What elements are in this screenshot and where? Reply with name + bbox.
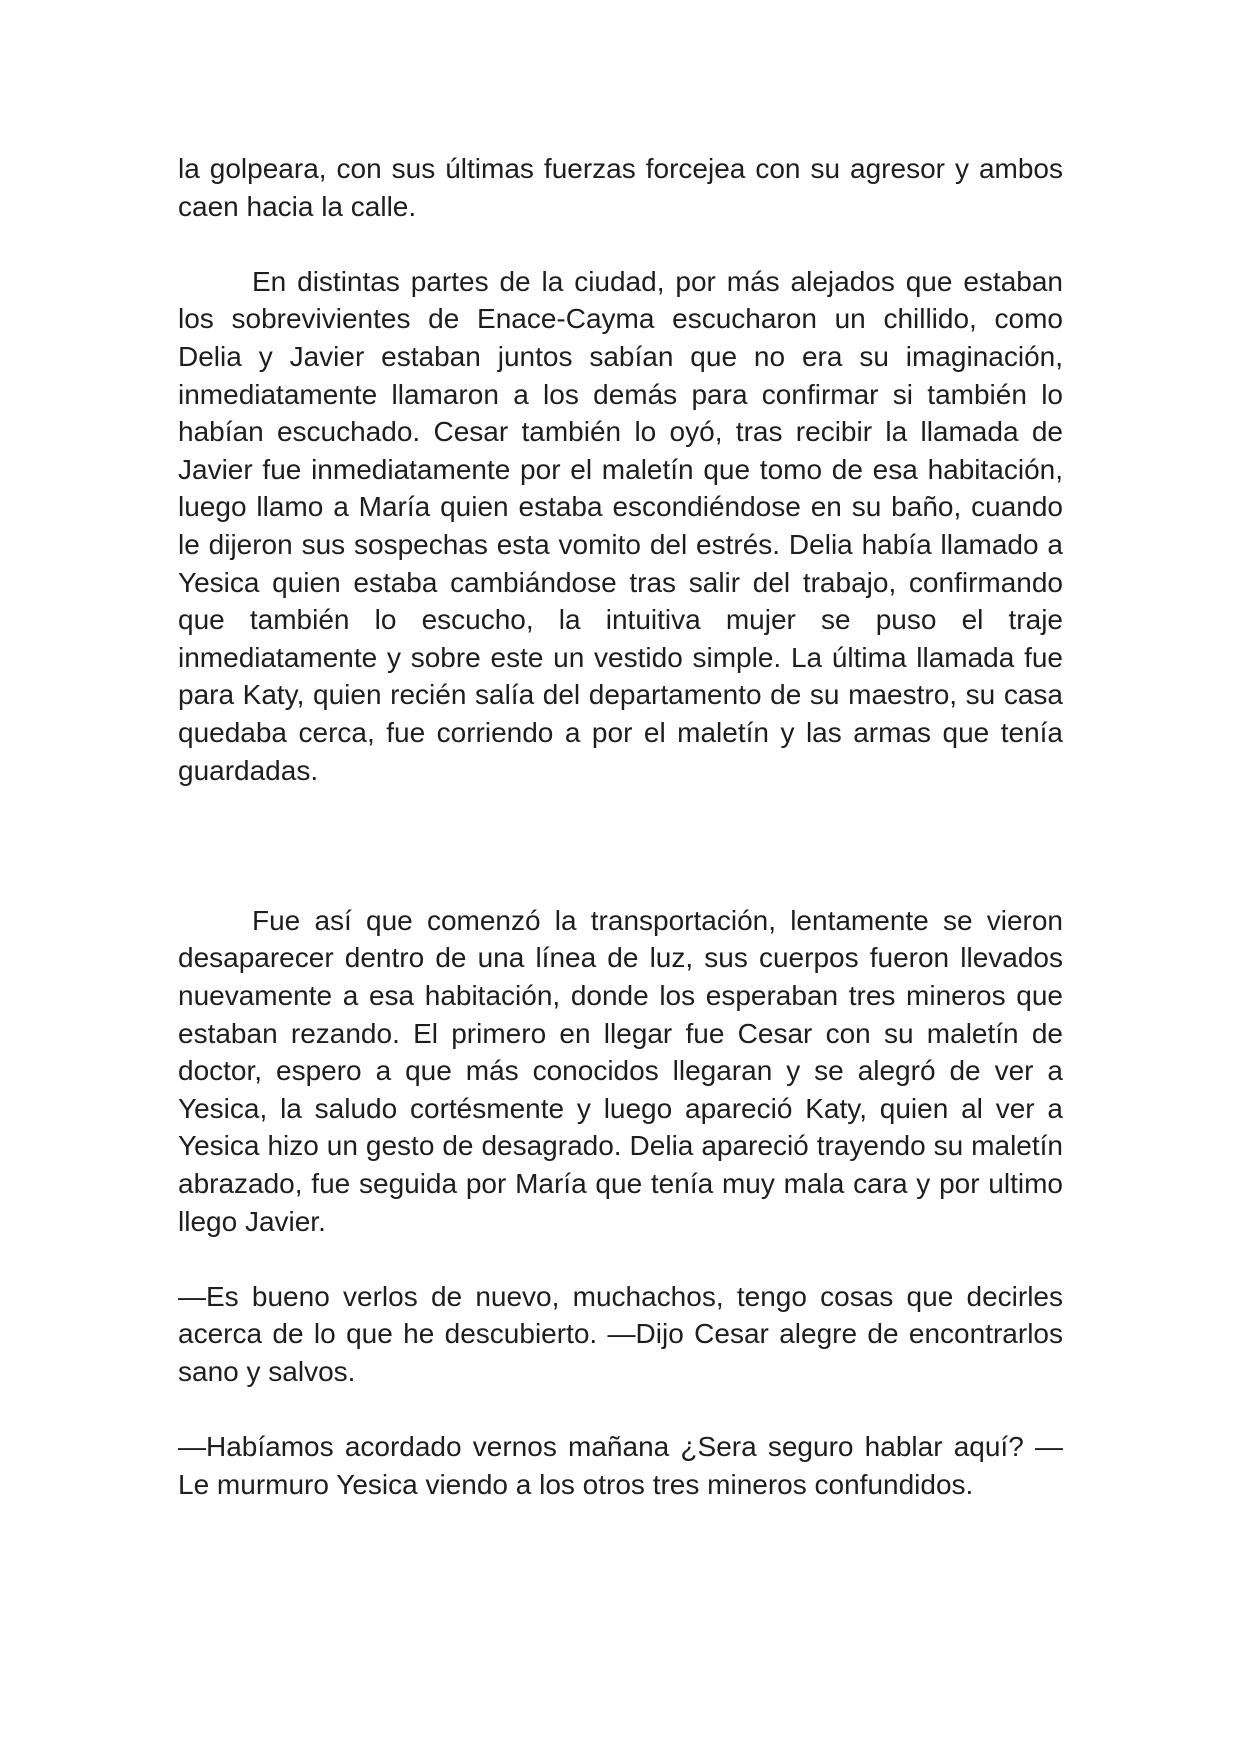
- paragraph-continuation: la golpeara, con sus últimas fuerzas forcejea con su agresor y ambos caen hacia la calle.: [178, 153, 1063, 222]
- body-text: [178, 150, 1063, 1503]
- dialogue-yesica: —Habíamos acordado vernos mañana ¿Sera seguro hablar aquí? —Le murmuro Yesica viendo a los otros tres mineros confundidos.: [178, 1431, 1063, 1500]
- dialogue-cesar: —Es bueno verlos de nuevo, muchachos, tengo cosas que decirles acerca de lo que he descubierto. —Dijo Cesar alegre de encontrarlos sano y salvos.: [178, 1280, 1063, 1388]
- paragraph-transportacion: Fue así que comenzó la transportación, lentamente se vieron desaparecer dentro de una línea de luz, sus cuerpos fueron llevados nuevamente a esa habitación, donde los esperaban tres mineros que estaban rezando. El primero en llegar fue Cesar con su maletín de doctor, espero a que más conocidos llegaran y se alegró de ver a Yesica, la saludo cortésmente y luego apareció Katy, quien al ver a Yesica hizo un gesto de desagrado. Delia apareció trayendo su maletín abrazado, fue seguida por María que tenía muy mala cara y por ultimo llego Javier.: [178, 904, 1063, 1237]
- paragraph-chillido: En distintas partes de la ciudad, por más alejados que estaban los sobrevivientes de Enace-Cayma escucharon un chillido, como Delia y Javier estaban juntos sabían que no era su imaginación, inmediatamente llamaron a los demás para confirmar si también lo habían escuchado. Cesar también lo oyó, tras recibir la llamada de Javier fue inmediatamente por el maletín que tomo de esa habitación, luego llamo a María quien estaba escondiéndose en su baño, cuando le dijeron sus sospechas esta vomito del estrés. Delia había llamado a Yesica quien estaba cambiándose tras salir del trabajo, confirmando que también lo escucho, la intuitiva mujer se puso el traje inmediatamente y sobre este un vestido simple. La última llamada fue para Katy, quien recién salía del departamento de su maestro, su casa quedaba cerca, fue corriendo a por el maletín y las armas que tenía guardadas.: [178, 265, 1063, 786]
